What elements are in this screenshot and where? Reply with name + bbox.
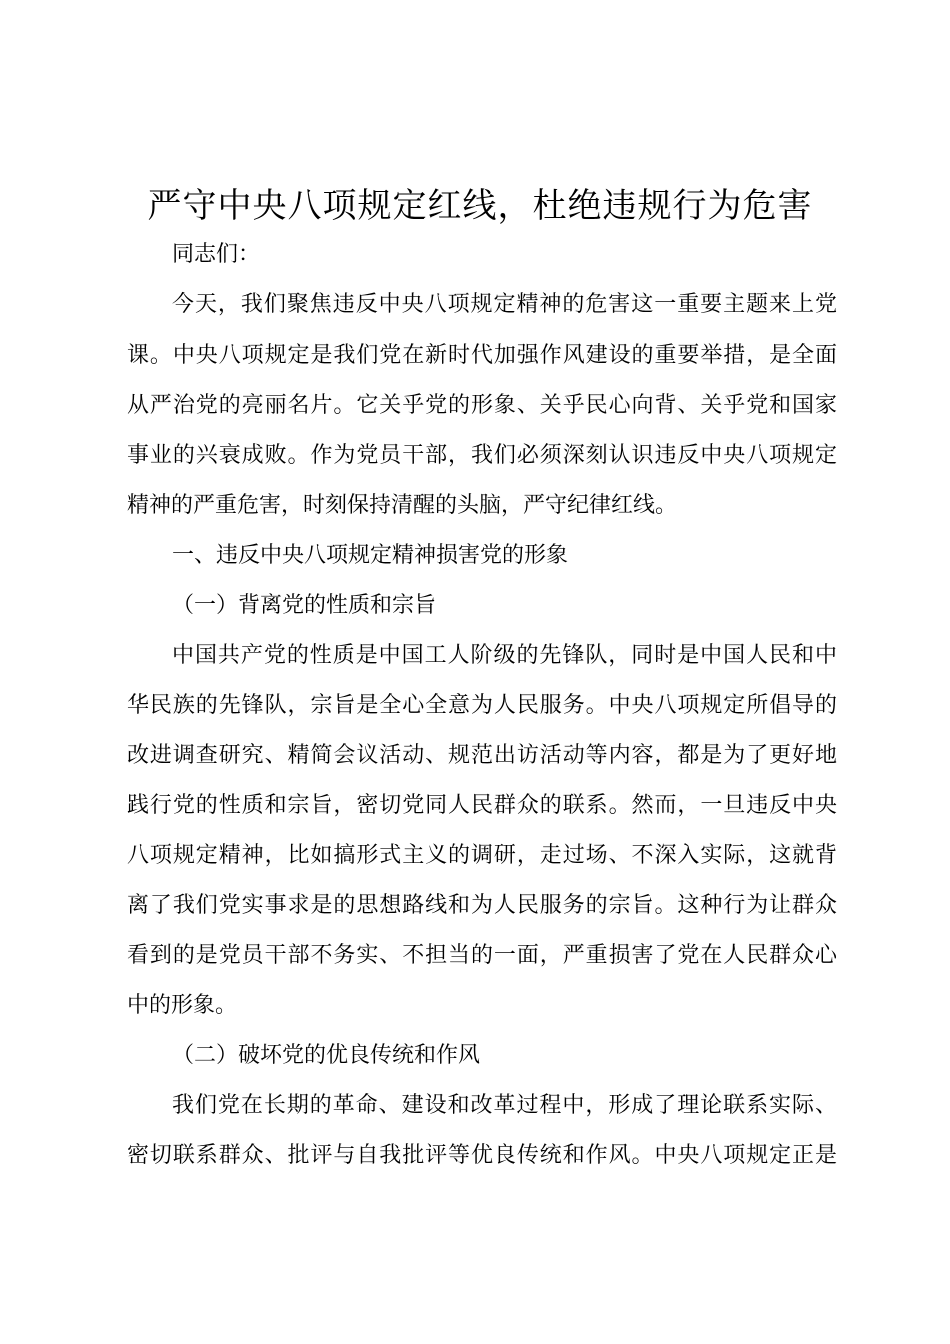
sub1-line-4: 践行党的性质和宗旨，密切党同人民群众的联系。然而，一旦违反中央 (127, 793, 837, 818)
subsection-heading-2: （二）破坏党的优良传统和作风 (172, 1043, 481, 1068)
sub1-line-8: 中的形象。 (127, 993, 238, 1018)
sub1-line-5: 八项规定精神，比如搞形式主义的调研，走过场、不深入实际，这就背 (127, 843, 837, 868)
sub1-line-7: 看到的是党员干部不务实、不担当的一面，严重损害了党在人民群众心 (127, 943, 837, 968)
sub1-line-2: 华民族的先锋队，宗旨是全心全意为人民服务。中央八项规定所倡导的 (127, 693, 837, 718)
intro-line-4: 事业的兴衰成败。作为党员干部，我们必须深刻认识违反中央八项规定 (127, 443, 837, 468)
intro-line-3: 从严治党的亮丽名片。它关乎党的形象、关乎民心向背、关乎党和国家 (127, 393, 837, 418)
sub2-line-1: 我们党在长期的革命、建设和改革过程中，形成了理论联系实际、 (172, 1093, 837, 1118)
sub1-line-1: 中国共产党的性质是中国工人阶级的先锋队，同时是中国人民和中 (172, 643, 837, 668)
document-title: 严守中央八项规定红线，杜绝违规行为危害 (147, 186, 813, 226)
sub2-line-2: 密切联系群众、批评与自我批评等优良传统和作风。中央八项规定正是 (127, 1143, 837, 1168)
intro-line-1: 今天，我们聚焦违反中央八项规定精神的危害这一重要主题来上党 (172, 292, 837, 317)
section-heading-1: 一、违反中央八项规定精神损害党的形象 (172, 543, 569, 568)
greeting: 同志们： (172, 242, 261, 267)
intro-line-2: 课。中央八项规定是我们党在新时代加强作风建设的重要举措，是全面 (127, 343, 837, 368)
sub1-line-6: 离了我们党实事求是的思想路线和为人民服务的宗旨。这种行为让群众 (127, 893, 837, 918)
intro-line-5: 精神的严重危害，时刻保持清醒的头脑，严守纪律红线。 (127, 493, 678, 518)
subsection-heading-1: （一）背离党的性质和宗旨 (172, 593, 437, 618)
sub1-line-3: 改进调查研究、精简会议活动、规范出访活动等内容，都是为了更好地 (127, 743, 837, 768)
